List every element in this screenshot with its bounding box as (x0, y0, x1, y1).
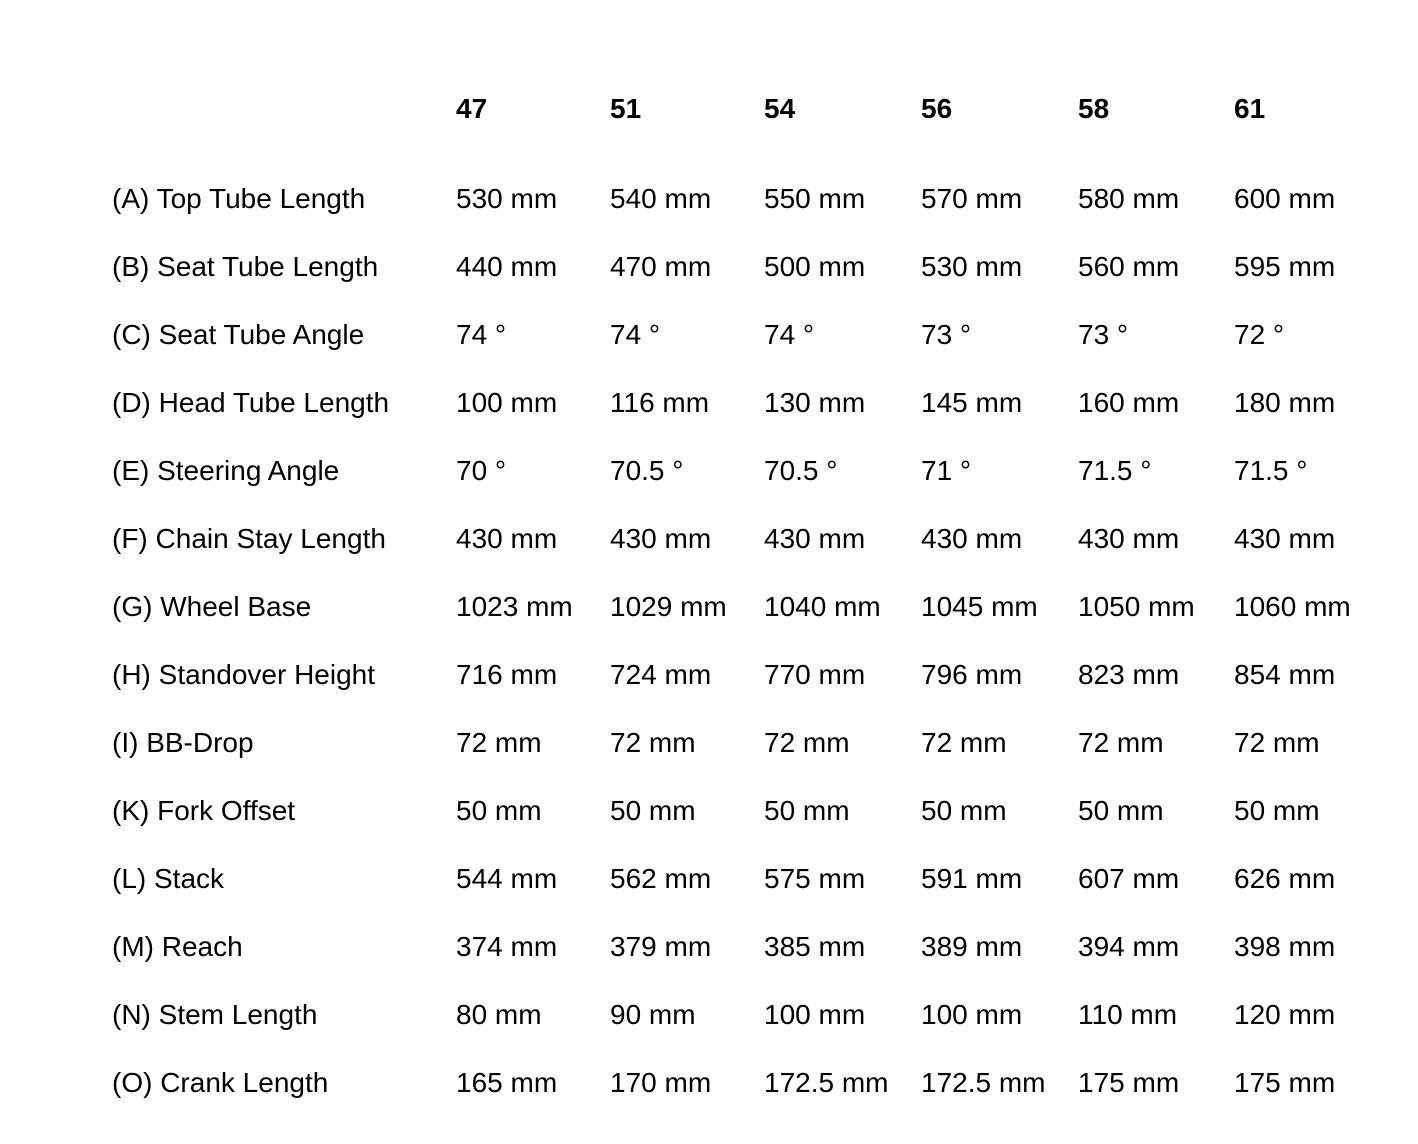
table-row (112, 165, 1384, 233)
value-cell: 796 mm (921, 659, 1023, 690)
value-cell: 430 mm (921, 523, 1023, 554)
value-cell: 394 mm (1078, 931, 1180, 962)
value-cell: 70.5 ° (610, 455, 684, 486)
table-row (112, 505, 1384, 573)
row-label: (L) Stack (112, 863, 225, 894)
size-header-58: 58 (1078, 93, 1110, 124)
value-cell: 116 mm (610, 387, 710, 418)
value-cell: 575 mm (764, 863, 866, 894)
value-cell: 430 mm (610, 523, 712, 554)
value-cell: 430 mm (456, 523, 558, 554)
table-row (112, 777, 1384, 845)
value-cell: 120 mm (1234, 999, 1336, 1030)
row-label: (M) Reach (112, 931, 243, 962)
row-label: (E) Steering Angle (112, 455, 340, 486)
value-cell: 607 mm (1078, 863, 1180, 894)
value-cell: 823 mm (1078, 659, 1180, 690)
value-cell: 70.5 ° (764, 455, 838, 486)
size-header-61: 61 (1234, 93, 1266, 124)
value-cell: 50 mm (1078, 795, 1164, 826)
value-cell: 73 ° (921, 319, 972, 350)
row-label: (I) BB-Drop (112, 727, 254, 758)
value-cell: 175 mm (1234, 1067, 1336, 1098)
value-cell: 172.5 mm (921, 1067, 1046, 1098)
table-row (112, 369, 1384, 437)
table-header (112, 75, 1384, 165)
value-cell: 430 mm (764, 523, 866, 554)
value-cell: 470 mm (610, 251, 712, 282)
header-label-cell (112, 75, 456, 165)
value-cell: 385 mm (764, 931, 866, 962)
size-header-47: 47 (456, 93, 488, 124)
value-cell: 175 mm (1078, 1067, 1180, 1098)
value-cell: 626 mm (1234, 863, 1336, 894)
value-cell: 716 mm (456, 659, 558, 690)
value-cell: 74 ° (456, 319, 507, 350)
value-cell: 72 mm (610, 727, 696, 758)
value-cell: 172.5 mm (764, 1067, 889, 1098)
value-cell: 724 mm (610, 659, 712, 690)
value-cell: 440 mm (456, 251, 558, 282)
value-cell: 80 mm (456, 999, 542, 1030)
value-cell: 398 mm (1234, 931, 1336, 962)
row-label: (K) Fork Offset (112, 795, 296, 826)
table-row (112, 981, 1384, 1049)
value-cell: 180 mm (1234, 387, 1336, 418)
value-cell: 570 mm (921, 183, 1023, 214)
row-label: (D) Head Tube Length (112, 387, 390, 418)
value-cell: 379 mm (610, 931, 712, 962)
value-cell: 71.5 ° (1078, 455, 1152, 486)
table-row (112, 709, 1384, 777)
value-cell: 50 mm (764, 795, 850, 826)
table-row (112, 437, 1384, 505)
value-cell: 854 mm (1234, 659, 1336, 690)
value-cell: 72 mm (921, 727, 1007, 758)
value-cell: 595 mm (1234, 251, 1336, 282)
value-cell: 50 mm (921, 795, 1007, 826)
row-label: (B) Seat Tube Length (112, 251, 379, 282)
value-cell: 72 mm (1078, 727, 1164, 758)
value-cell: 100 mm (764, 999, 866, 1030)
value-cell: 165 mm (456, 1067, 558, 1098)
value-cell: 72 mm (1234, 727, 1320, 758)
table-row (112, 301, 1384, 369)
value-cell: 374 mm (456, 931, 558, 962)
value-cell: 389 mm (921, 931, 1023, 962)
value-cell: 72 ° (1234, 319, 1285, 350)
value-cell: 1040 mm (764, 591, 881, 622)
table-row (112, 233, 1384, 301)
value-cell: 530 mm (456, 183, 558, 214)
table-row (112, 641, 1384, 709)
value-cell: 160 mm (1078, 387, 1180, 418)
value-cell: 74 ° (764, 319, 815, 350)
table-row (112, 845, 1384, 913)
value-cell: 600 mm (1234, 183, 1336, 214)
row-label: (H) Standover Height (112, 659, 376, 690)
value-cell: 70 ° (456, 455, 507, 486)
header-row (112, 75, 1384, 165)
row-label: (C) Seat Tube Angle (112, 319, 365, 350)
value-cell: 560 mm (1078, 251, 1180, 282)
value-cell: 145 mm (921, 387, 1023, 418)
value-cell: 100 mm (921, 999, 1023, 1030)
value-cell: 74 ° (610, 319, 661, 350)
value-cell: 170 mm (610, 1067, 712, 1098)
table-row (112, 913, 1384, 981)
value-cell: 71 ° (921, 455, 972, 486)
value-cell: 530 mm (921, 251, 1023, 282)
value-cell: 71.5 ° (1234, 455, 1308, 486)
value-cell: 500 mm (764, 251, 866, 282)
value-cell: 72 mm (764, 727, 850, 758)
value-cell: 50 mm (1234, 795, 1320, 826)
value-cell: 72 mm (456, 727, 542, 758)
size-header-56: 56 (921, 93, 953, 124)
value-cell: 550 mm (764, 183, 866, 214)
value-cell: 1050 mm (1078, 591, 1195, 622)
value-cell: 130 mm (764, 387, 866, 418)
value-cell: 90 mm (610, 999, 696, 1030)
value-cell: 544 mm (456, 863, 558, 894)
size-header-54: 54 (764, 93, 796, 124)
table-body (112, 165, 1384, 1117)
value-cell: 540 mm (610, 183, 712, 214)
value-cell: 50 mm (456, 795, 542, 826)
row-label: (G) Wheel Base (112, 591, 312, 622)
value-cell: 1029 mm (610, 591, 727, 622)
value-cell: 430 mm (1078, 523, 1180, 554)
value-cell: 562 mm (610, 863, 712, 894)
value-cell: 770 mm (764, 659, 866, 690)
table-row (112, 573, 1384, 641)
value-cell: 73 ° (1078, 319, 1129, 350)
size-header-51: 51 (610, 93, 642, 124)
value-cell: 50 mm (610, 795, 696, 826)
value-cell: 430 mm (1234, 523, 1336, 554)
value-cell: 100 mm (456, 387, 558, 418)
value-cell: 591 mm (921, 863, 1023, 894)
value-cell: 1060 mm (1234, 591, 1351, 622)
value-cell: 580 mm (1078, 183, 1180, 214)
value-cell: 1045 mm (921, 591, 1038, 622)
row-label: (A) Top Tube Length (112, 183, 366, 214)
table-row (112, 1049, 1384, 1117)
row-label: (O) Crank Length (112, 1067, 329, 1098)
row-label: (F) Chain Stay Length (112, 523, 386, 554)
value-cell: 1023 mm (456, 591, 573, 622)
geometry-table (112, 75, 1384, 1117)
row-label: (N) Stem Length (112, 999, 318, 1030)
value-cell: 110 mm (1078, 999, 1178, 1030)
